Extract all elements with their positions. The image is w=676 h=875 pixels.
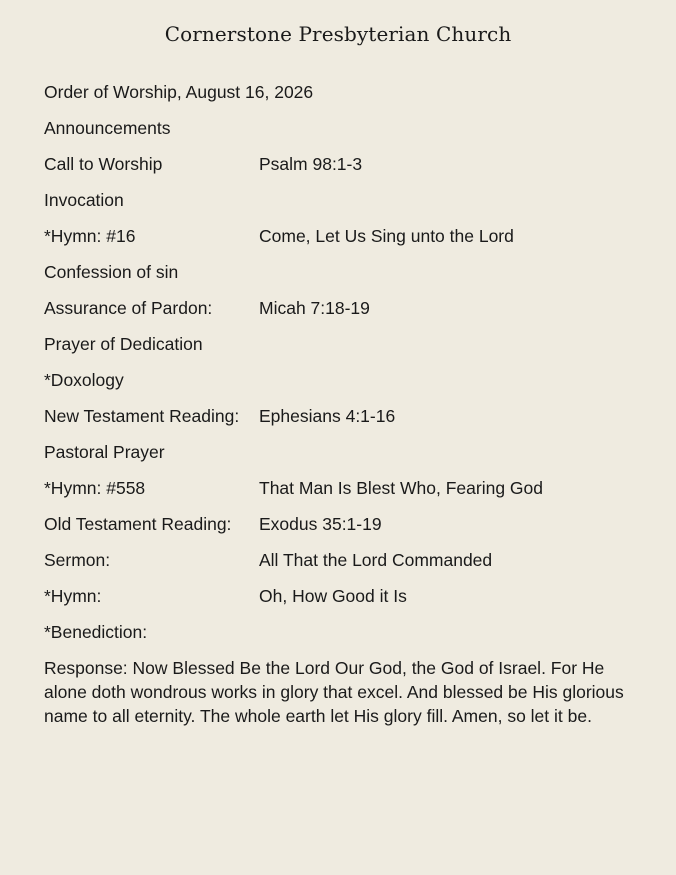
- worship-item: [44, 260, 644, 296]
- worship-item-label: Pastoral Prayer: [44, 442, 165, 462]
- worship-item-detail: Ephesians 4:1-16: [259, 406, 396, 426]
- worship-item-label: New Testament Reading:: [44, 406, 240, 426]
- worship-item-label: Old Testament Reading:: [44, 514, 232, 534]
- worship-item-label: Announcements: [44, 118, 171, 138]
- worship-item: [44, 332, 644, 368]
- worship-item-label: Sermon:: [44, 550, 111, 570]
- worship-heading: Order of Worship, August 16, 2026: [44, 82, 314, 102]
- worship-item-label: Prayer of Dedication: [44, 334, 203, 354]
- worship-item-label: Assurance of Pardon:: [44, 298, 213, 318]
- church-title: Cornerstone Presbyterian Church: [164, 22, 512, 46]
- worship-item-label: Call to Worship: [44, 154, 163, 174]
- worship-item-label: Confession of sin: [44, 262, 179, 282]
- worship-item-detail: That Man Is Blest Who, Fearing God: [259, 478, 544, 498]
- worship-item-detail: Psalm 98:1-3: [259, 154, 363, 174]
- worship-item-label: Invocation: [44, 190, 124, 210]
- order-of-worship: [44, 80, 644, 728]
- worship-item: [44, 296, 644, 332]
- worship-item: [44, 368, 644, 404]
- worship-item: [44, 404, 644, 440]
- worship-item: [44, 476, 644, 512]
- worship-item-detail: All That the Lord Commanded: [259, 550, 493, 570]
- worship-item-detail: Oh, How Good it Is: [259, 586, 407, 606]
- worship-item-label: *Hymn: #16: [44, 226, 136, 246]
- worship-item: [44, 188, 644, 224]
- worship-item-detail: Exodus 35:1-19: [259, 514, 382, 534]
- worship-item-label: *Doxology: [44, 370, 124, 390]
- worship-item-label: *Hymn:: [44, 586, 102, 606]
- worship-item: [44, 512, 644, 548]
- worship-heading-row: [44, 80, 644, 116]
- worship-item: [44, 620, 644, 656]
- worship-item-label: *Benediction:: [44, 622, 148, 642]
- worship-item: [44, 116, 644, 152]
- response-paragraph: Response: Now Blessed Be the Lord Our God, the God of Israel. For He alone doth wondrous works in glory that excel. And blessed be His glorious name to all eternity. The whole earth let His glory fill. Amen, so let it be.: [44, 658, 624, 726]
- worship-item: [44, 548, 644, 584]
- worship-item: [44, 152, 644, 188]
- worship-item-label: *Hymn: #558: [44, 478, 146, 498]
- worship-item-detail: Come, Let Us Sing unto the Lord: [259, 226, 514, 246]
- worship-item: [44, 224, 644, 260]
- worship-item: [44, 584, 644, 620]
- worship-item-detail: Micah 7:18-19: [259, 298, 370, 318]
- worship-item: [44, 440, 644, 476]
